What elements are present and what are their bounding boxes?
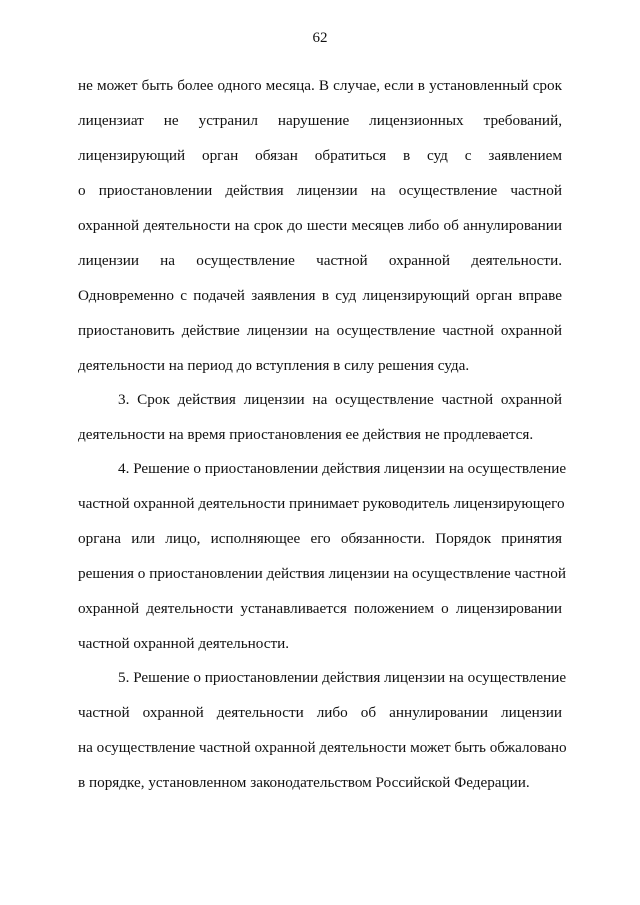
text-line: 4. Решение о приостановлении действия лицензии на осуществление: [118, 460, 567, 477]
text-line: лицензии на осуществление частной охранной деятельности.: [78, 252, 562, 269]
text-line: частной охранной деятельности принимает руководитель лицензирующего: [78, 495, 565, 512]
text-line: о приостановлении действия лицензии на осуществление частной: [78, 182, 562, 199]
text-line: частной охранной деятельности.: [78, 635, 290, 652]
text-line: 3. Срок действия лицензии на осуществление частной охранной: [118, 391, 562, 408]
text-line: охранной деятельности на срок до шести месяцев либо об аннулировании: [78, 217, 562, 234]
text-line: приостановить действие лицензии на осуществление частной охранной: [78, 322, 562, 339]
text-line: лицензиат не устранил нарушение лицензионных требований,: [78, 112, 562, 129]
text-line: органа или лицо, исполняющее его обязанности. Порядок принятия: [78, 530, 562, 547]
text-line: не может быть более одного месяца. В случае, если в установленный срок: [78, 77, 562, 94]
text-line: охранной деятельности устанавливается положением о лицензировании: [78, 600, 562, 617]
text-line: в порядке, установленном законодательством Российской Федерации.: [78, 774, 530, 791]
text-line: деятельности на время приостановления ее действия не продлевается.: [78, 426, 534, 443]
page-number: 62: [312, 30, 328, 46]
text-line: 5. Решение о приостановлении действия лицензии на осуществление: [118, 669, 567, 686]
text-line: Одновременно с подачей заявления в суд лицензирующий орган вправе: [78, 287, 562, 304]
text-line: деятельности на период до вступления в силу решения суда.: [78, 357, 470, 374]
text-line: лицензирующий орган обязан обратиться в суд с заявлением: [78, 147, 562, 164]
text-line: частной охранной деятельности либо об аннулировании лицензии: [78, 704, 562, 721]
text-line: решения о приостановлении действия лицензии на осуществление частной: [78, 565, 566, 582]
text-line: на осуществление частной охранной деятельности может быть обжаловано: [78, 739, 567, 756]
